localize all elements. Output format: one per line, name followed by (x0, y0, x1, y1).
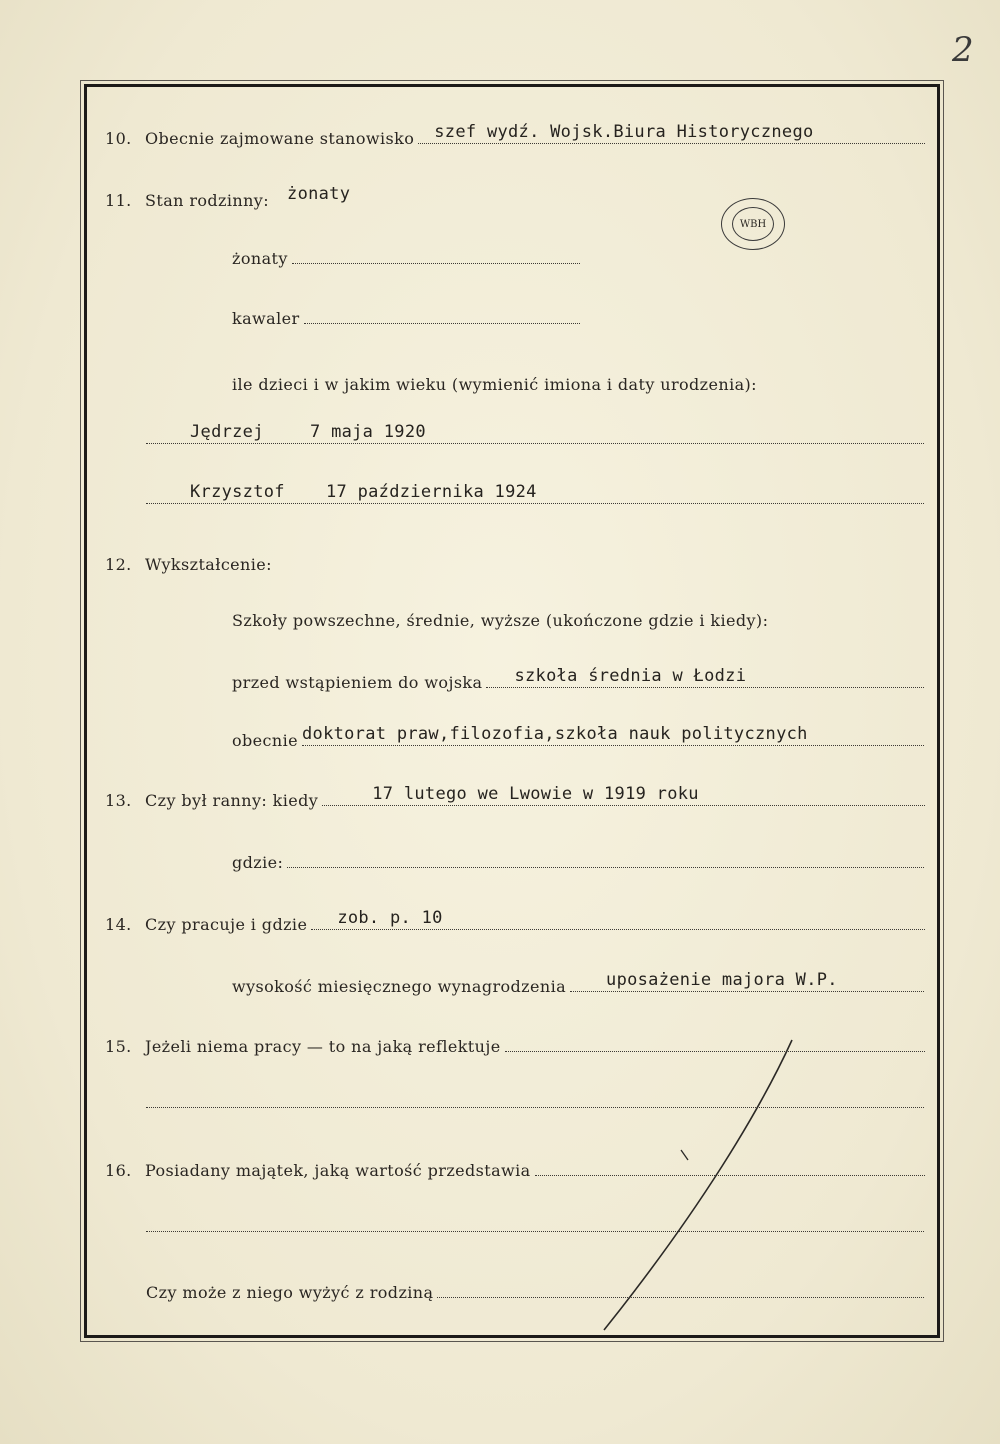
answer-line[interactable] (486, 657, 924, 688)
answer-line[interactable] (304, 293, 580, 324)
item-number: 14. (105, 915, 132, 934)
continuation-line-16 (146, 1206, 924, 1236)
archive-stamp (721, 198, 785, 250)
field-label: Obecnie zajmowane stanowisko (145, 129, 415, 148)
child-birth-date: 17 października 1924 (326, 482, 537, 502)
answer-value: zob. p. 10 (337, 908, 443, 928)
item-number: 12. (105, 555, 132, 574)
answer-value: szef wydź. Wojsk.Biura Historycznego (434, 122, 814, 142)
field-label: Wykształcenie: (145, 555, 272, 574)
field-currently (232, 720, 924, 750)
answer-value: doktorat praw,filozofia,szkoła nauk politycznych (302, 724, 808, 744)
field-label: Stan rodzinny: (145, 191, 270, 210)
stamp-text: WBH (732, 207, 774, 241)
field-label: Szkoły powszechne, średnie, wyższe (ukończone gdzie i kiedy): (232, 611, 769, 630)
answer-line[interactable] (146, 1077, 924, 1108)
schools-prompt (232, 600, 852, 630)
item-number: 16. (105, 1161, 132, 1180)
child-line-2 (146, 478, 924, 508)
field-label: kawaler (232, 309, 300, 328)
field-label: przed wstąpieniem do wojska (232, 673, 483, 692)
field-14-employment (105, 904, 925, 934)
field-12-education (105, 544, 405, 574)
item-number: 13. (105, 791, 132, 810)
field-label: obecnie (232, 731, 298, 750)
field-10-position (105, 118, 925, 148)
answer-line[interactable] (437, 1267, 924, 1298)
field-label: Czy był ranny: kiedy (145, 791, 319, 810)
answer-line[interactable] (418, 113, 925, 144)
answer-value: szkoła średnia w Łodzi (514, 666, 747, 686)
answer-line[interactable] (311, 899, 925, 930)
answer-line[interactable] (505, 1021, 925, 1052)
field-label: żonaty (232, 249, 288, 268)
item-number: 10. (105, 129, 132, 148)
answer-line[interactable] (287, 837, 924, 868)
field-label: gdzie: (232, 853, 284, 872)
answer-line[interactable] (146, 413, 924, 444)
item-number: 15. (105, 1037, 132, 1056)
field-11-family-status (105, 180, 405, 210)
page-number: 2 (952, 30, 974, 70)
child-line-1 (146, 418, 924, 448)
child-name: Krzysztof (190, 482, 285, 502)
field-16-property (105, 1150, 925, 1180)
field-where-wounded (232, 842, 924, 872)
answer-value: uposażenie majora W.P. (606, 970, 838, 990)
field-married (232, 238, 580, 268)
field-label: ile dzieci i w jakim wieku (wymienić imiona i daty urodzenia): (232, 375, 757, 394)
field-before-army (232, 662, 924, 692)
answer-line[interactable] (146, 473, 924, 504)
answer-value: 17 lutego we Lwowie w 1919 roku (372, 784, 699, 804)
answer-line[interactable] (146, 1201, 924, 1232)
answer-value: żonaty (287, 184, 351, 204)
field-label: Czy pracuje i gdzie (145, 915, 308, 934)
answer-line[interactable] (322, 775, 925, 806)
field-15-desired-work (105, 1026, 925, 1056)
child-birth-date: 7 maja 1920 (310, 422, 426, 442)
field-label: Czy może z niego wyżyć z rodziną (146, 1283, 434, 1302)
children-prompt (232, 364, 852, 394)
answer-line[interactable] (570, 961, 924, 992)
field-label: Jeżeli niema pracy — to na jaką reflektuje (145, 1037, 501, 1056)
continuation-line-15 (146, 1082, 924, 1112)
item-number: 11. (105, 191, 132, 210)
answer-line[interactable] (535, 1145, 925, 1176)
field-bachelor (232, 298, 580, 328)
field-label: wysokość miesięcznego wynagrodzenia (232, 977, 567, 996)
field-label: Posiadany majątek, jaką wartość przedstawia (145, 1161, 531, 1180)
answer-line[interactable] (302, 715, 924, 746)
field-13-wounded (105, 780, 925, 810)
answer-line[interactable] (292, 233, 580, 264)
field-live-with-family (146, 1272, 924, 1302)
child-name: Jędrzej (190, 422, 264, 442)
field-monthly-salary (232, 966, 924, 996)
